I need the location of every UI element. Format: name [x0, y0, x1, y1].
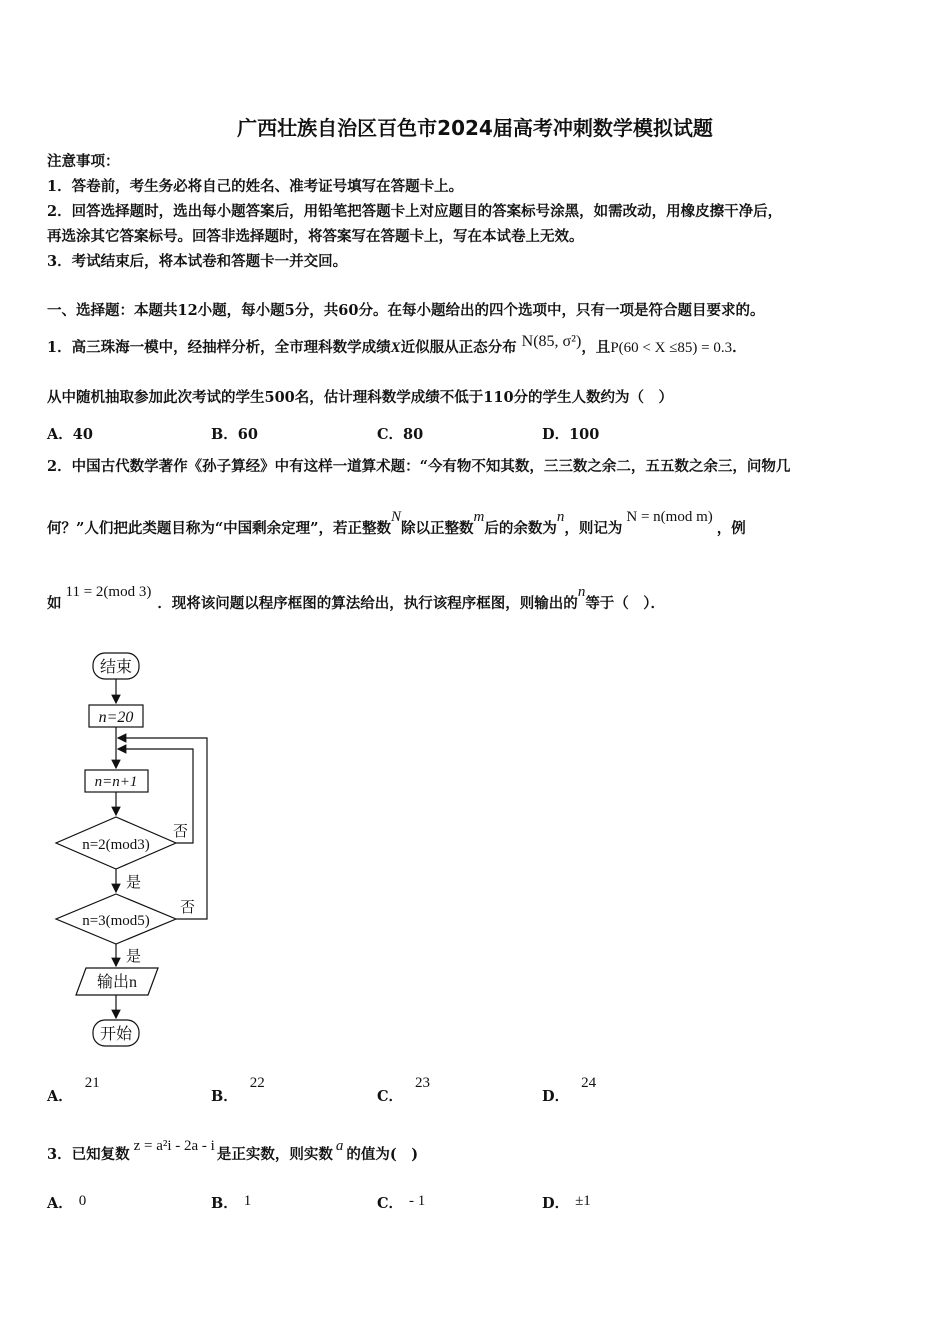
question-1-line-1 — [47, 333, 747, 358]
flow-no-loop-2 — [118, 738, 207, 919]
q2-option-b[interactable]: B．22 — [211, 1075, 265, 1105]
q2-option-d[interactable]: D．24 — [542, 1075, 597, 1105]
question-2-line-2: 何？”人们把此类题目称为“中国剩余定理”，若正整数N除以正整数m后的余数为n，则记为N = n(mod m)，例 — [47, 509, 746, 537]
var-a: a — [335, 1138, 344, 1154]
section-heading: 一、选择题：本题共12小题，每小题5分，共60分。在每小题给出的四个选项中，只有一项是符合题目要求的。 — [47, 302, 765, 319]
var-N: N — [391, 509, 402, 525]
flow-yes-label-2: 是 — [126, 949, 142, 965]
flow-increment-label: n=n+1 — [94, 774, 138, 790]
flow-decision-2-label: n=3(mod5) — [82, 913, 150, 929]
q1-var-x: X — [390, 340, 401, 356]
flow-output-label: 输出n — [96, 974, 138, 991]
example-formula: 11 = 2(mod 3) — [65, 584, 152, 600]
question-1-line-2: 从中随机抽取参加此次考试的学生500名，估计理科数学成绩不低于110分的学生人数约为（ ） — [47, 389, 674, 406]
congruence-formula: N = n(mod m) — [626, 509, 713, 525]
complex-number-formula: z = a²i - 2a - i — [133, 1138, 215, 1154]
q3-option-d[interactable]: D． ±1 — [542, 1193, 591, 1212]
notice-heading: 注意事项： — [47, 153, 120, 170]
q3-option-c[interactable]: C． - 1 — [377, 1193, 426, 1212]
q2-option-c[interactable]: C．23 — [377, 1075, 431, 1105]
q1-text-1: 1．高三珠海一模中，经抽样分析，全市理科数学成绩 — [47, 339, 391, 356]
q1-option-c[interactable]: C．80 — [377, 426, 424, 443]
var-m: m — [473, 509, 485, 525]
notice-line-3: 3．考试结束后，将本试卷和答题卡一并交回。 — [47, 253, 348, 270]
q1-option-b[interactable]: B．60 — [211, 426, 258, 443]
q1-option-a[interactable]: A．40 — [47, 426, 93, 443]
q3-option-a[interactable]: A． 0 — [47, 1193, 87, 1212]
notice-line-2b: 再选涂其它答案标号。回答非选择题时，将答案写在答题卡上，写在本试卷上无效。 — [47, 228, 584, 245]
q1-text-4: ． — [732, 339, 747, 356]
notice-line-2a: 2．回答选择题时，选出每小题答案后，用铅笔把答题卡上对应题目的答案标号涂黑，如需改动，用橡皮擦干净后， — [47, 203, 783, 220]
q1-text-2: 近似服从正态分布 — [400, 339, 517, 356]
question-2-line-1: 2．中国古代数学著作《孙子算经》中有这样一道算术题：“今有物不知其数，三三数之余二，五五数之余三，问物几 — [47, 458, 791, 475]
question-3-line-1: 3．已知复数 z = a²i - 2a - i 是正实数，则实数 a 的值为( ) — [47, 1138, 419, 1163]
q1-option-d[interactable]: D．100 — [542, 426, 600, 443]
q3-option-b[interactable]: B． 1 — [211, 1193, 252, 1212]
q2-option-a[interactable]: A．21 — [47, 1075, 100, 1105]
var-n-output: n — [577, 584, 586, 600]
flow-start-label: 开始 — [99, 1026, 133, 1043]
flow-yes-label-1: 是 — [126, 875, 142, 891]
program-flowchart — [40, 640, 270, 1060]
question-2-line-3: 如11 = 2(mod 3)．现将该问题以程序框图的算法给出，执行该程序框图，则输出的n等于（ ）． — [47, 584, 666, 612]
notice-line-1: 1．答卷前，考生务必将自己的姓名、准考证号填写在答题卡上。 — [47, 178, 464, 195]
page-title: 广西壮族自治区百色市2024届高考冲刺数学模拟试题 — [237, 116, 713, 140]
flow-init-label: n=20 — [98, 709, 134, 726]
normal-distribution-formula: N(85, σ²) — [521, 333, 582, 350]
flow-no-label-1: 否 — [173, 824, 189, 840]
flow-decision-1-label: n=2(mod3) — [82, 837, 150, 853]
flow-no-label-2: 否 — [180, 900, 196, 916]
var-n: n — [556, 509, 565, 525]
flow-end-label: 结束 — [99, 659, 133, 676]
q1-text-3: ，且 — [581, 339, 611, 356]
probability-formula: P(60 < X ≤85) = 0.3 — [610, 340, 733, 356]
